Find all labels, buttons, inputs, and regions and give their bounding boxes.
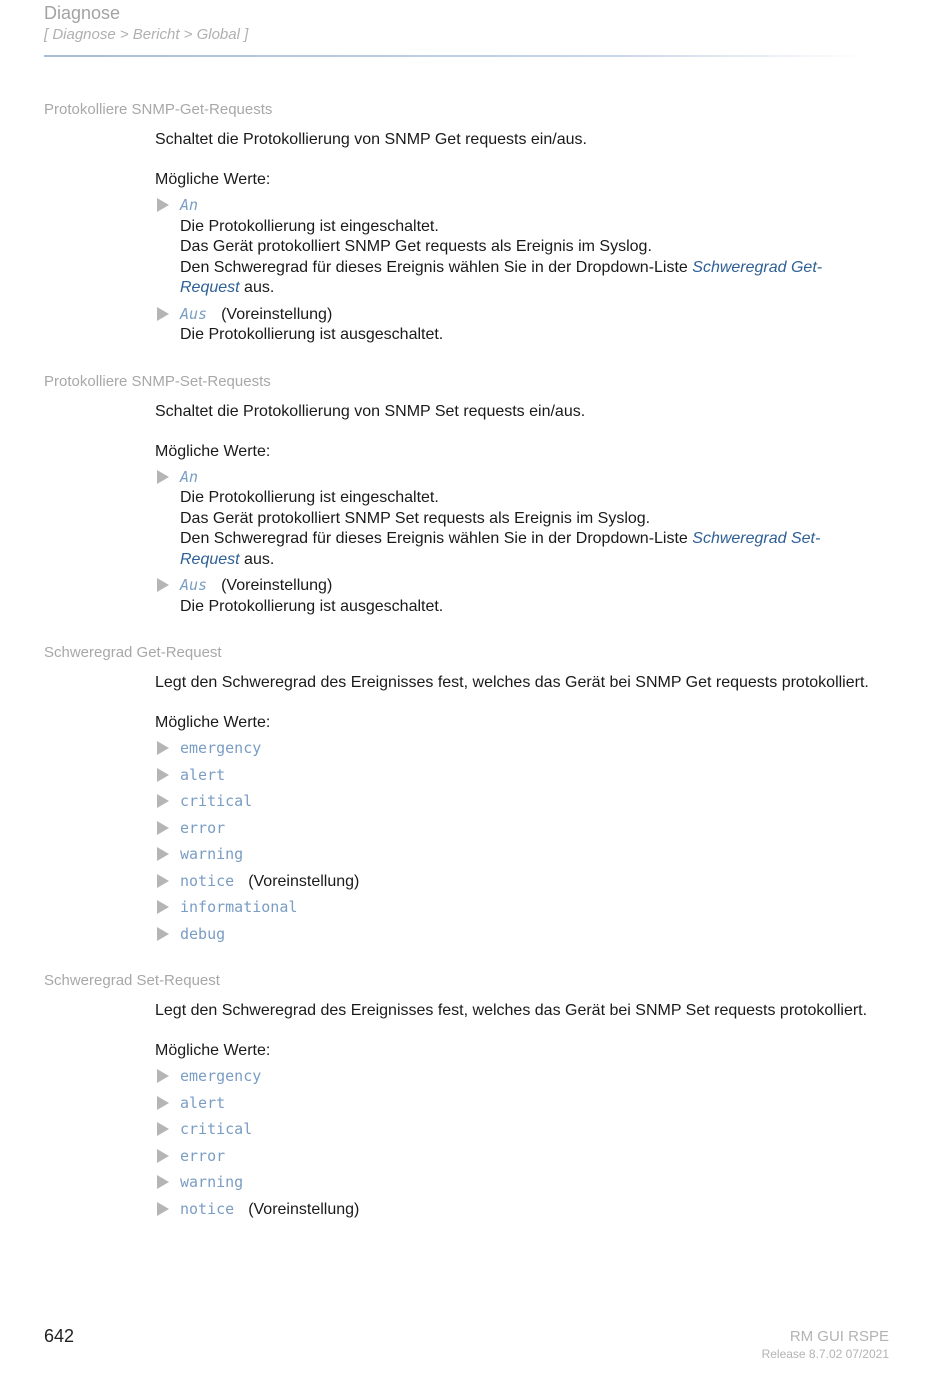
triangle-bullet-icon (157, 1202, 169, 1216)
triangle-bullet-icon (157, 847, 169, 861)
value-code: debug (180, 924, 226, 943)
section-description: Legt den Schweregrad des Ereignisses fest, welches das Gerät bei SNMP Set requests protokolliert. (155, 1002, 868, 1019)
breadcrumb: [ Diagnose > Bericht > Global ] (44, 26, 249, 43)
possible-values-label: Mögliche Werte: (155, 1042, 271, 1059)
value-item (180, 1066, 860, 1088)
triangle-bullet-icon (157, 1096, 169, 1110)
value-item (180, 1199, 860, 1221)
value-description: aus. (239, 550, 275, 568)
section-get-requests (0, 100, 950, 346)
value-item (180, 791, 860, 813)
triangle-bullet-icon (157, 927, 169, 941)
section-set-requests (0, 372, 950, 618)
footer-release: Release 8.7.02 07/2021 (761, 1347, 889, 1361)
triangle-bullet-icon (157, 874, 169, 888)
value-description: Den Schweregrad für dieses Ereignis wählen Sie in der Dropdown-Liste (180, 258, 693, 276)
value-code: notice (180, 871, 235, 890)
value-item (180, 738, 860, 760)
section-description: Schaltet die Protokollierung von SNMP Get requests ein/aus. (155, 131, 587, 148)
possible-values-label: Mögliche Werte: (155, 714, 271, 731)
value-item (180, 1093, 860, 1115)
value-code: An (180, 467, 199, 486)
section-heading: Protokolliere SNMP-Set-Requests (44, 372, 271, 390)
value-item (180, 818, 860, 840)
triangle-bullet-icon (157, 900, 169, 914)
value-code: notice (180, 1199, 235, 1218)
section-heading: Schweregrad Set-Request (44, 972, 220, 989)
value-item (180, 1172, 860, 1194)
document-body (0, 100, 950, 1246)
value-code: alert (180, 765, 226, 784)
default-note: (Voreinstellung) (221, 577, 333, 594)
header-divider (44, 55, 864, 57)
value-code: emergency (180, 739, 262, 757)
cross-reference-link[interactable]: Schweregrad Set-Request (180, 530, 821, 568)
page-header-title: Diagnose (44, 3, 121, 23)
value-code: Aus (180, 304, 208, 323)
section-heading: Protokolliere SNMP-Get-Requests (44, 101, 273, 118)
value-item (180, 467, 860, 571)
value-description: Die Protokollierung ist ausgeschaltet. (180, 326, 444, 343)
value-code: An (180, 196, 199, 214)
value-item (180, 1146, 860, 1168)
section-description: Schaltet die Protokollierung von SNMP Set requests ein/aus. (155, 402, 586, 420)
value-item (180, 924, 860, 946)
possible-values-label: Mögliche Werte: (155, 171, 271, 188)
value-description: Die Protokollierung ist ausgeschaltet. (180, 597, 444, 615)
default-note: (Voreinstellung) (248, 872, 360, 890)
triangle-bullet-icon (157, 741, 169, 755)
triangle-bullet-icon (157, 1149, 169, 1163)
possible-values-label: Mögliche Werte: (155, 442, 271, 460)
value-code: alert (180, 1093, 226, 1112)
value-code: critical (180, 792, 253, 810)
value-description: aus. (239, 279, 275, 296)
value-code: error (180, 1146, 226, 1165)
value-description: Den Schweregrad für dieses Ereignis wählen Sie in der Dropdown-Liste (180, 530, 693, 547)
value-item (180, 195, 860, 299)
triangle-bullet-icon (157, 794, 169, 808)
section-heading: Schweregrad Get-Request (44, 644, 222, 661)
value-item (180, 844, 860, 866)
value-code: emergency (180, 1067, 262, 1085)
triangle-bullet-icon (157, 821, 169, 835)
value-item (180, 765, 860, 787)
triangle-bullet-icon (157, 578, 169, 592)
triangle-bullet-icon (157, 198, 169, 212)
section-description: Legt den Schweregrad des Ereignisses fest, welches das Gerät bei SNMP Get requests protokolliert. (155, 674, 869, 691)
value-description: Das Gerät protokolliert SNMP Set requests als Ereignis im Syslog. (180, 509, 651, 527)
value-code: Aus (180, 576, 208, 594)
section-severity-set (0, 971, 950, 1220)
value-code: informational (180, 898, 298, 916)
value-description: Die Protokollierung ist eingeschaltet. (180, 489, 439, 506)
triangle-bullet-icon (157, 1069, 169, 1083)
value-description: Die Protokollierung ist eingeschaltet. (180, 217, 439, 235)
value-code: critical (180, 1120, 253, 1138)
default-note: (Voreinstellung) (221, 305, 333, 323)
cross-reference-link[interactable]: Schweregrad Get-Request (180, 258, 823, 296)
value-code: warning (180, 845, 244, 863)
triangle-bullet-icon (157, 307, 169, 321)
section-severity-get (0, 643, 950, 945)
triangle-bullet-icon (157, 1175, 169, 1189)
value-code: warning (180, 1173, 244, 1191)
value-item (180, 897, 860, 919)
value-code: error (180, 818, 226, 837)
value-item (180, 871, 860, 893)
triangle-bullet-icon (157, 470, 169, 484)
footer-product: RM GUI RSPE (789, 1328, 889, 1345)
value-description: Das Gerät protokolliert SNMP Get requests als Ereignis im Syslog. (180, 238, 652, 255)
value-item (180, 304, 860, 346)
value-item (180, 1119, 860, 1141)
triangle-bullet-icon (157, 1122, 169, 1136)
page-number: 642 (44, 1326, 75, 1346)
default-note: (Voreinstellung) (248, 1200, 360, 1218)
triangle-bullet-icon (157, 768, 169, 782)
value-item (180, 575, 860, 617)
